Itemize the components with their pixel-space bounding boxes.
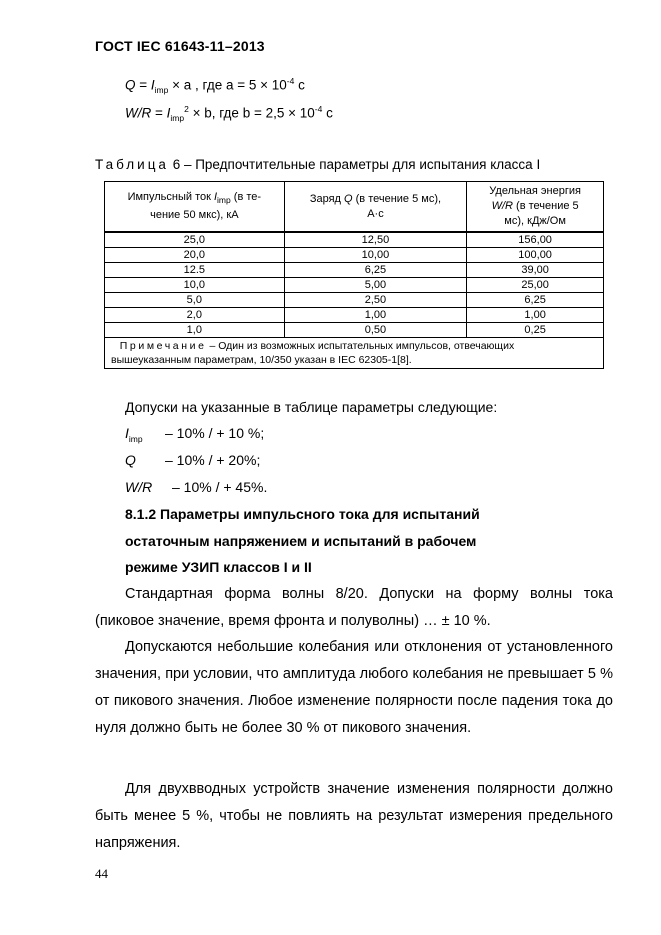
formula-wr-unit: c [322, 105, 333, 121]
formula-wr-exp: -4 [314, 104, 323, 114]
section-heading-line-1: 8.1.2 Параметры импульсного тока для испытаний [125, 506, 480, 522]
paragraph-text: Для двухвводных устройств значение изменения полярности должно быть менее 5 %, чтобы не повлиять на результат измерения предельного напряжения. [95, 781, 613, 851]
formula-q-eq: = [135, 77, 151, 93]
header-text: мс), кДж/Ом [504, 215, 566, 227]
table-caption-lead: Таблица [95, 157, 169, 172]
formula-q-lhs: Q [125, 77, 136, 93]
table-row [105, 248, 604, 263]
formula-wr-var: I [166, 105, 171, 121]
table-caption [95, 157, 540, 172]
table-note-lead: Примечание [119, 340, 207, 352]
paragraph-text: Допускаются небольшие колебания или отклонения от установленного значения, при условии, что амплитуда любого колебания не превышает 5 % от пикового значения. Любое изменение полярности после падения тока до нуля должно быть не более 30 % от пикового значения. [95, 639, 613, 736]
table-cell: 100,00 [467, 248, 604, 263]
table-cell: 0,25 [467, 323, 604, 338]
header-text: (в течение 5 мс), [352, 192, 442, 205]
header-sub: imp [217, 195, 231, 206]
formula-specific-energy [125, 104, 333, 123]
header-charge [284, 182, 467, 233]
section-heading-line-3: режиме УЗИП классов I и II [125, 559, 312, 575]
header-specific-energy [467, 182, 604, 233]
paragraph-waveform [95, 581, 613, 635]
tolerance-charge [125, 452, 260, 468]
table-cell: 1,00 [467, 308, 604, 323]
formula-wr-rest: × b, где b = 2,5 × 10 [188, 105, 315, 121]
formula-wr-sub: imp [170, 113, 185, 124]
formula-q-unit: c [294, 77, 305, 93]
header-var: I [213, 190, 218, 203]
tolerance-sub: imp [128, 433, 143, 444]
table-row [105, 293, 604, 308]
table-note-text: – Один из возможных испытательных импульсов, отвечающих вышеуказанным параметрам, 10/350 указан в IEC 62305-1[8]. [111, 340, 515, 366]
tolerance-var: W/R [125, 479, 153, 495]
tolerances-intro: Допуски на указанные в таблице параметры следующие: [125, 399, 498, 415]
header-text: Импульсный ток [127, 190, 214, 203]
table-cell: 6,25 [284, 263, 467, 278]
tolerance-value: – 10% / + 20%; [165, 452, 261, 468]
table-cell: 5,0 [105, 293, 285, 308]
formula-wr-sup: 2 [184, 104, 189, 114]
tolerance-value: – 10% / + 45%. [172, 479, 268, 495]
tolerance-var: Q [125, 452, 136, 468]
paragraph-text: Стандартная форма волны 8/20. Допуски на форму волны тока (пиковое значение, время фронта и полуволны) … ± 10 %. [95, 586, 613, 629]
formula-q-sub: imp [154, 85, 169, 96]
header-var: W/R [491, 200, 513, 212]
table-cell: 20,0 [105, 248, 285, 263]
tolerance-value: – 10% / + 10 %; [165, 425, 265, 441]
table-note-row [105, 338, 604, 369]
tolerance-current [125, 425, 264, 444]
document-header: ГОСТ IEC 61643-11–2013 [95, 38, 265, 54]
header-impulse-current [105, 182, 285, 233]
formula-charge [125, 76, 305, 95]
header-text: Заряд [309, 192, 345, 205]
section-heading-line-2: остаточным напряжением и испытаний в рабочем [125, 533, 477, 549]
formula-q-rest: × a , где a = 5 × 10 [168, 77, 287, 93]
table-cell: 12,50 [284, 232, 467, 248]
table-row [105, 263, 604, 278]
table-cell: 1,0 [105, 323, 285, 338]
formula-q-var: I [150, 77, 155, 93]
table-row [105, 308, 604, 323]
table-cell: 2,50 [284, 293, 467, 308]
paragraph-oscillations [95, 634, 613, 742]
table-cell: 12.5 [105, 263, 285, 278]
header-text: А·с [367, 207, 384, 220]
table-cell: 25,00 [467, 278, 604, 293]
table-cell: 156,00 [467, 232, 604, 248]
header-text: (в течение 5 [512, 200, 579, 212]
formula-wr-lhs: W/R [125, 105, 152, 121]
table-caption-text: 6 – Предпочтительные параметры для испытания класса I [168, 157, 541, 172]
header-text: Удельная энергия [489, 185, 581, 197]
table-cell: 25,0 [105, 232, 285, 248]
header-var: Q [344, 192, 353, 205]
page-number: 44 [95, 866, 108, 881]
formula-q-exp: -4 [286, 76, 295, 86]
header-text: чение 50 мкс), кА [150, 209, 239, 222]
table-row [105, 232, 604, 248]
table-cell: 10,00 [284, 248, 467, 263]
table-cell: 6,25 [467, 293, 604, 308]
tolerance-specific-energy [125, 479, 267, 495]
formula-wr-eq: = [151, 105, 167, 121]
table-note [105, 338, 604, 369]
paragraph-two-port [95, 776, 613, 857]
table-cell: 10,0 [105, 278, 285, 293]
table-cell: 5,00 [284, 278, 467, 293]
tolerance-var: I [125, 425, 129, 441]
table-row [105, 323, 604, 338]
header-text: (в те- [230, 190, 262, 203]
table-cell: 39,00 [467, 263, 604, 278]
table-cell: 0,50 [284, 323, 467, 338]
table-row [105, 278, 604, 293]
table-header-row [105, 182, 604, 233]
table-cell: 2,0 [105, 308, 285, 323]
parameters-table [104, 181, 604, 369]
table-cell: 1,00 [284, 308, 467, 323]
